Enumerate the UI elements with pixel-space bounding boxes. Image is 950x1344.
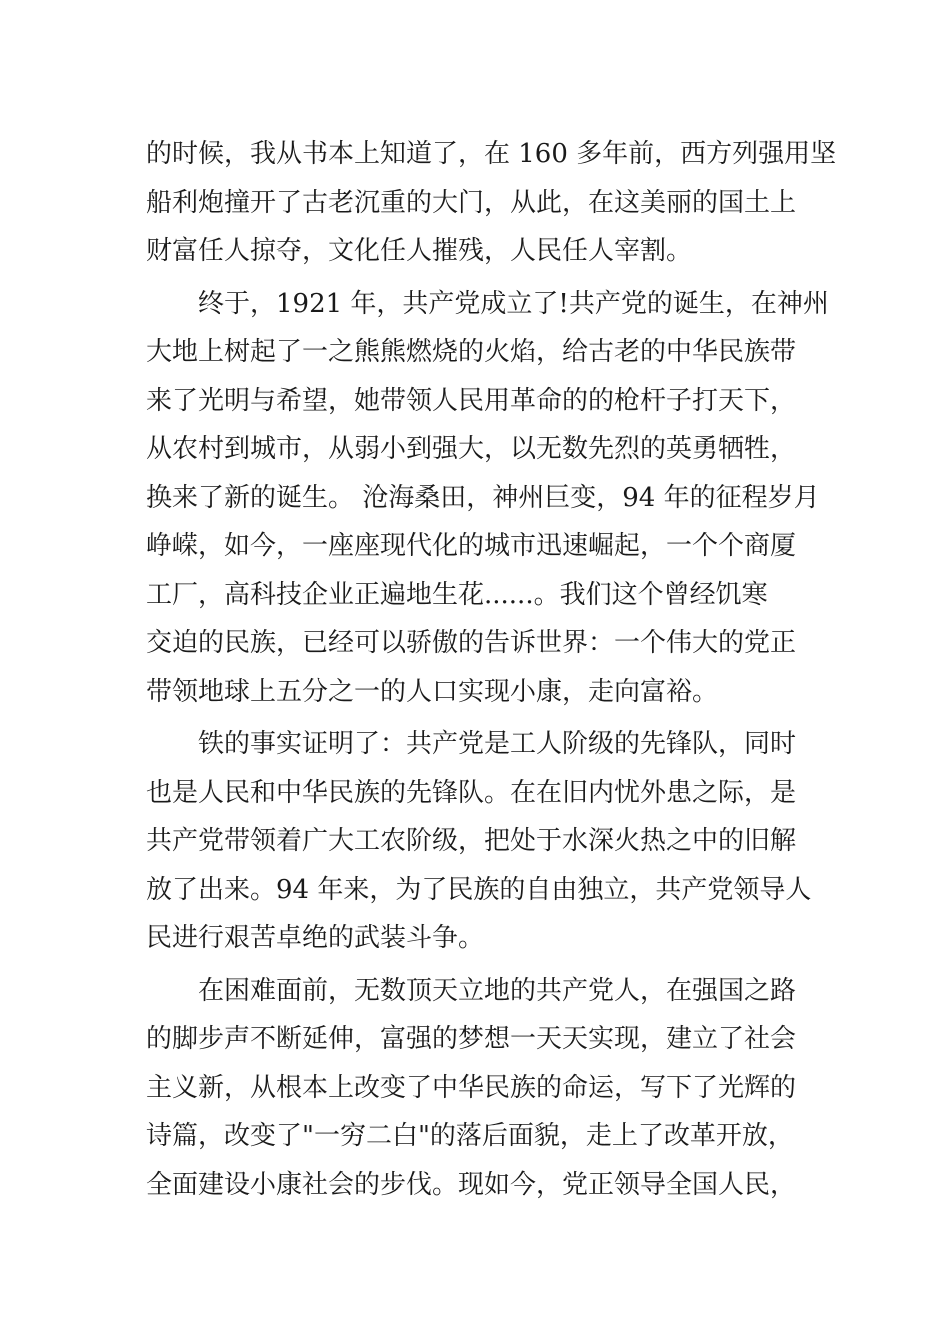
paragraph-1	[146, 130, 837, 276]
text-line: 全面建设小康社会的步伐。现如今，党正领导全国人民，	[146, 1169, 797, 1200]
text-line: 船利炮撞开了古老沉重的大门，从此，在这美丽的国土上	[146, 187, 797, 218]
text-line: 交迫的民族，已经可以骄傲的告诉世界：一个伟大的党正	[146, 628, 797, 658]
text-line: 的时候，我从书本上知道了，在 160 多年前，西方列强用坚	[146, 139, 837, 169]
text-line: 也是人民和中华民族的先锋队。在在旧内忧外患之际，是	[146, 777, 797, 808]
text-line: 从农村到城市，从弱小到强大，以无数先烈的英勇牺牲，	[146, 434, 797, 464]
document-body	[146, 130, 837, 1213]
text-line: 的脚步声不断延伸，富强的梦想一天天实现，建立了社会	[146, 1024, 797, 1054]
text-line: 峥嵘，如今，一座座现代化的城市迅速崛起，一个个商厦	[146, 531, 797, 561]
paragraph-2	[146, 280, 829, 717]
paragraph-3	[146, 720, 816, 963]
paragraph-4	[146, 967, 816, 1210]
text-line: 来了光明与希望，她带领人民用革命的的枪杆子打天下，	[146, 385, 797, 416]
text-line: 共产党带领着广大工农阶级，把处于水深火热之中的旧解	[146, 826, 797, 856]
text-line: 带领地球上五分之一的人口实现小康，走向富裕。	[146, 676, 719, 707]
text-line: 主义新，从根本上改变了中华民族的命运，写下了光辉的	[146, 1072, 797, 1103]
text-line: 在困难面前，无数顶天立地的共产党人，在强国之路	[198, 975, 797, 1006]
text-line: 换来了新的诞生。 沧海桑田，神州巨变，94 年的征程岁月	[146, 482, 820, 513]
text-line: 终于，1921 年，共产党成立了!共产党的诞生，在神州	[198, 288, 829, 319]
text-line: 铁的事实证明了：共产党是工人阶级的先锋队，同时	[198, 729, 797, 759]
text-line: 诗篇，改变了"一穷二白"的落后面貌，走上了改革开放，	[146, 1121, 794, 1151]
text-line: 财富任人掠夺，文化任人摧残，人民任人宰割。	[146, 236, 693, 266]
text-line: 放了出来。94 年来，为了民族的自由独立，共产党领导人	[146, 874, 812, 905]
text-line: 工厂，高科技企业正遍地生花......。我们这个曾经饥寒	[146, 579, 768, 610]
text-line: 民进行艰苦卓绝的武装斗争。	[146, 923, 485, 953]
text-line: 大地上树起了一之熊熊燃烧的火焰，给古老的中华民族带	[146, 337, 797, 367]
